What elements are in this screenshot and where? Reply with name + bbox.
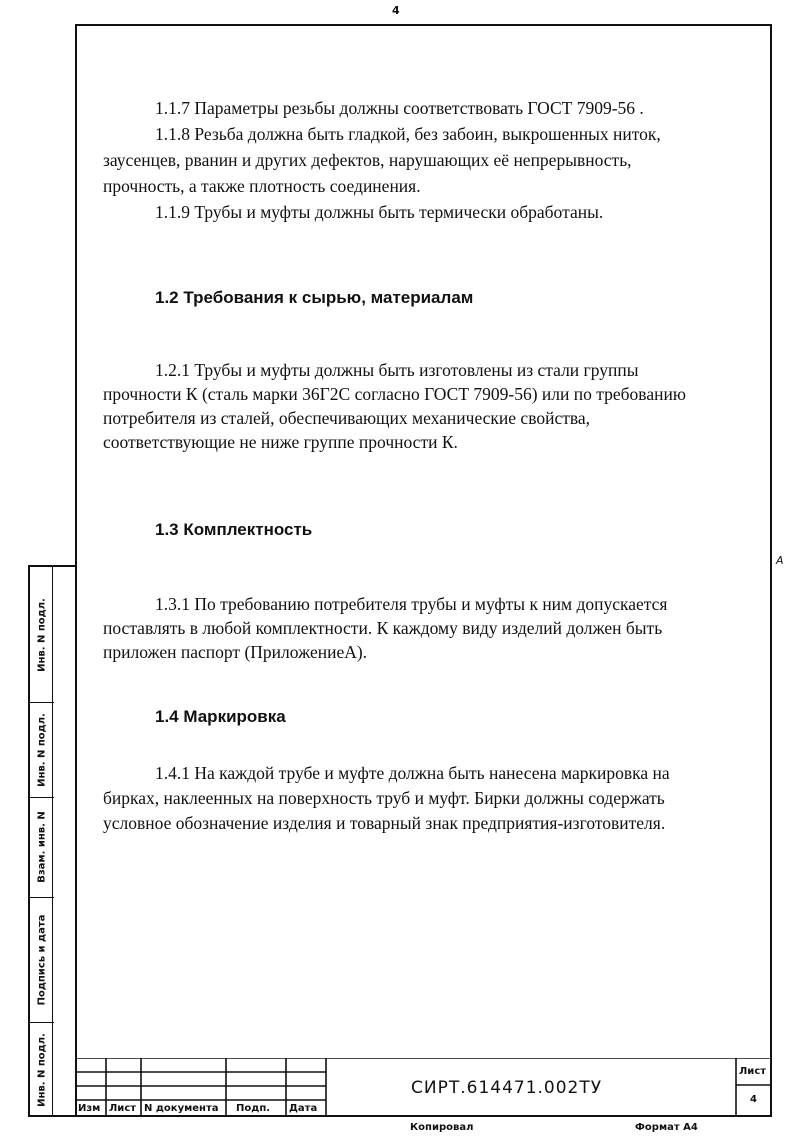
sheet-label: Лист	[739, 1066, 767, 1077]
side-cell-inv-podl-bottom	[30, 1022, 54, 1117]
paragraph-text: 1.4.1 На каждой трубе и муфте должна быть нанесена маркировка на	[155, 763, 670, 783]
paragraph-1-2-1-line3: потребителя из сталей, обеспечивающих механические свойства,	[103, 408, 591, 428]
margin-mark: А	[776, 554, 784, 567]
page-number-top: 4	[392, 4, 400, 17]
paragraph-1-2-1-line2: прочности К (сталь марки 36Г2С согласно ГОСТ 7909-56) или по требованию	[103, 384, 686, 404]
paragraph-1-4-1-line3: условное обозначение изделия и товарный знак предприятия-изготовителя.	[103, 813, 666, 833]
col-podp-label: Подп.	[236, 1103, 271, 1114]
paragraph-1-3-1	[103, 591, 763, 617]
paragraph-1-1-8-line3: прочность, а также плотность соединения.	[103, 176, 421, 196]
paragraph-1-2-1	[103, 357, 763, 383]
footer-format: Формат А4	[635, 1122, 698, 1133]
side-label-inv-podl-mid: Инв. N подл.	[36, 712, 48, 787]
paragraph-1-1-9	[103, 199, 763, 225]
side-label-inv-podl-top: Инв. N подл.	[36, 597, 48, 672]
paragraph-1-3-1-line3: приложен паспорт (ПриложениеА).	[103, 642, 368, 662]
footer-copied: Копировал	[410, 1122, 474, 1133]
col-n-doc-label: N документа	[144, 1103, 219, 1114]
paragraph-1-1-7	[103, 95, 763, 121]
paragraph-text: 1.1.9 Трубы и муфты должны быть термически обработаны.	[155, 202, 604, 222]
heading-1-3: 1.3 Комплектность	[155, 520, 313, 539]
paragraph-text: 1.1.8 Резьба должна быть гладкой, без забоин, выкрошенных ниток,	[155, 124, 661, 144]
paragraph-text: 1.3.1 По требованию потребителя трубы и муфты к ним допускается	[155, 594, 668, 614]
col-izm-label: Изм	[78, 1103, 101, 1114]
side-label-podpis-data: Подпись и дата	[36, 914, 48, 1005]
paragraph-1-3-1-line2: поставлять в любой комплектности. К каждому виду изделий должен быть	[103, 618, 663, 638]
paragraph-1-1-8-line2: заусенцев, рванин и других дефектов, нарушающих её непрерывность,	[103, 150, 632, 170]
side-cell-inv-podl-top	[30, 567, 54, 702]
paragraph-text: 1.2.1 Трубы и муфты должны быть изготовлены из стали группы	[155, 360, 639, 380]
side-cell-podpis-data	[30, 897, 54, 1022]
side-stamp-strip	[28, 565, 76, 1117]
side-label-inv-podl-bottom: Инв. N подл.	[36, 1032, 48, 1107]
side-cell-vzam-inv	[30, 797, 54, 897]
side-cell-inv-podl-mid	[30, 702, 54, 797]
heading-1-2: 1.2 Требования к сырью, материалам	[155, 288, 474, 307]
paragraph-text: 1.1.7 Параметры резьбы должны соответствовать ГОСТ 7909-56 .	[155, 98, 644, 118]
paragraph-1-1-8	[103, 121, 763, 147]
paragraph-1-2-1-line4: соответствующие не ниже группе прочности К.	[103, 432, 458, 452]
document-code: СИРТ.614471.002ТУ	[411, 1078, 603, 1098]
side-label-vzam-inv: Взам. инв. N	[36, 811, 48, 883]
title-block	[76, 1058, 770, 1116]
sheet-number: 4	[750, 1094, 757, 1105]
heading-1-4: 1.4 Маркировка	[155, 707, 286, 726]
paragraph-1-4-1	[103, 760, 763, 786]
col-list-label: Лист	[109, 1103, 137, 1114]
paragraph-1-4-1-line2: бирках, наклеенных на поверхность труб и муфт. Бирки должны содержать	[103, 788, 665, 808]
col-data-label: Дата	[289, 1103, 318, 1114]
